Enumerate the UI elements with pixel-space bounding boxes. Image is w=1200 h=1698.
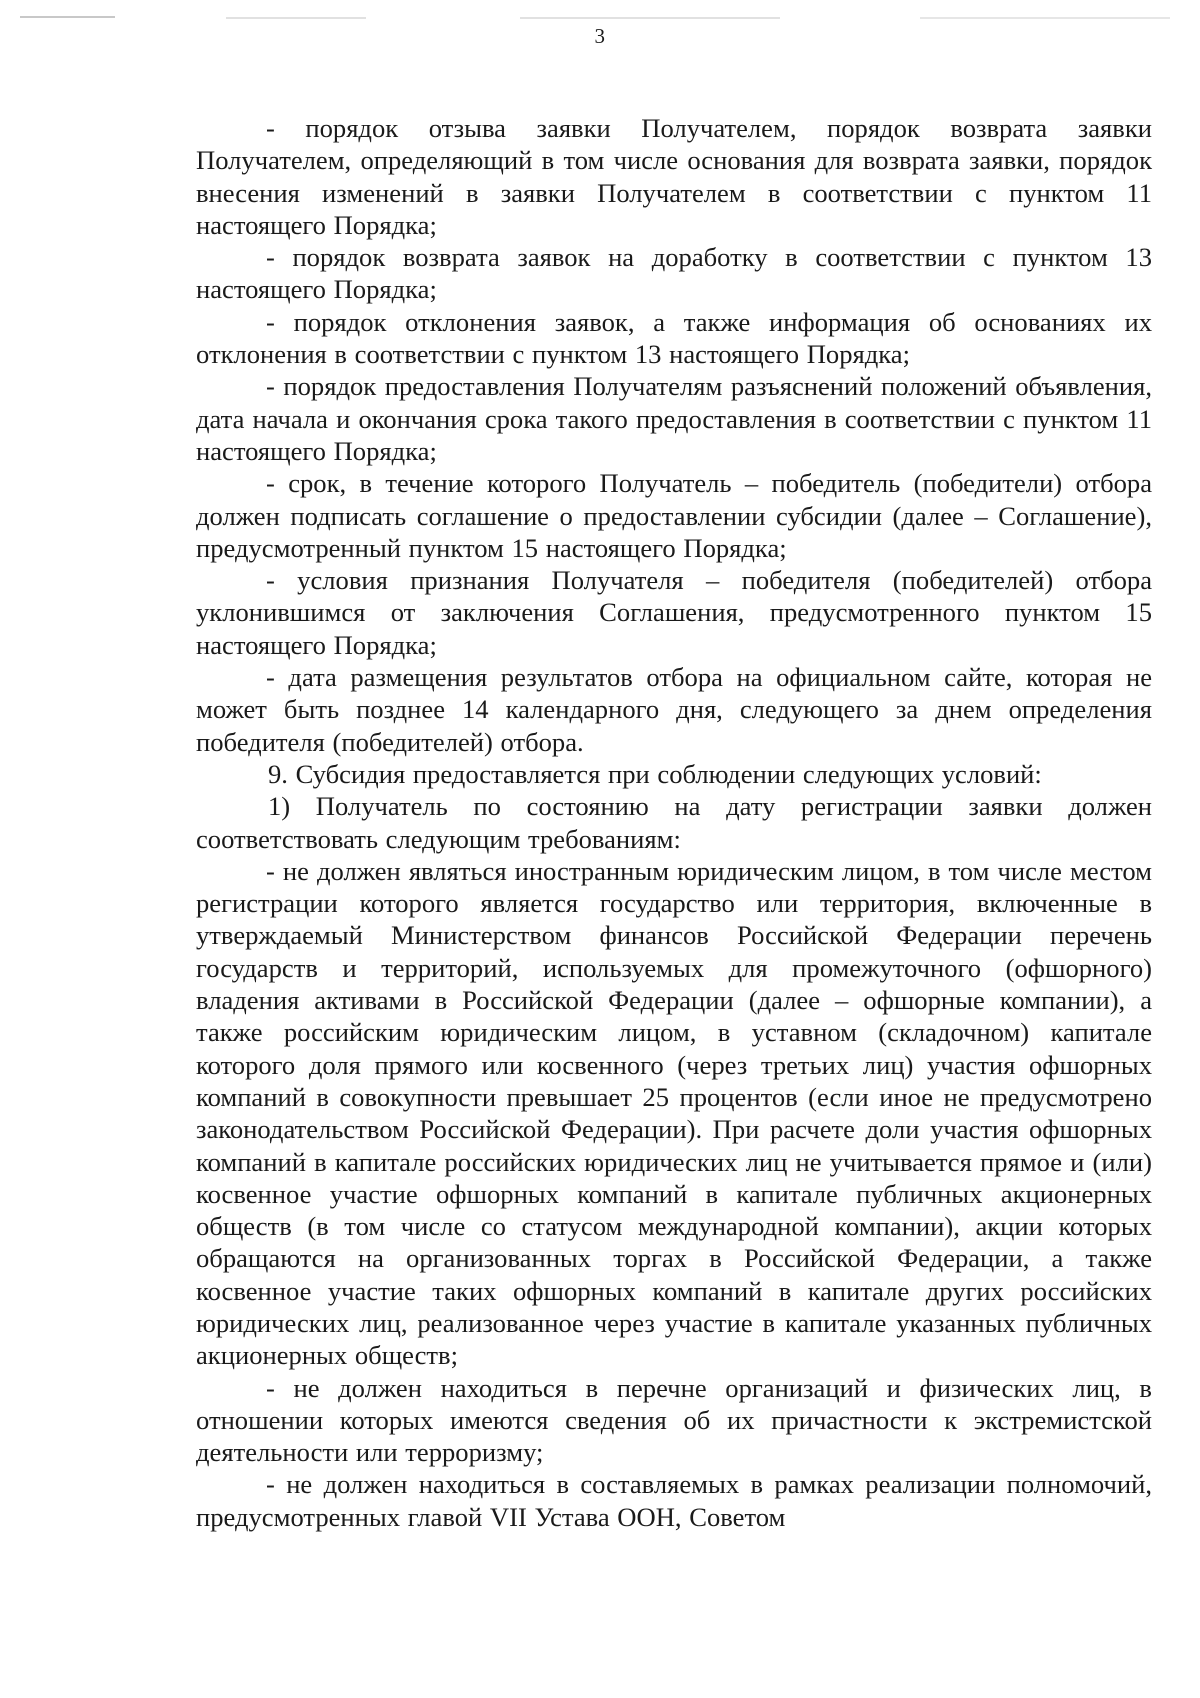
- scan-artifact: [20, 16, 115, 18]
- scan-artifact: [920, 17, 1170, 19]
- document-body: [196, 112, 1152, 1533]
- paragraph: - порядок предоставления Получателям разъяснений положений объявления, дата начала и окончания срока такого предоставления в соответствии с пунктом 11 настоящего Порядка;: [196, 371, 1152, 466]
- paragraph: - не должен находиться в перечне организаций и физических лиц, в отношении которых имеются сведения об их причастности к экстремистской деятельности или терроризму;: [196, 1372, 1152, 1468]
- paragraph: - порядок возврата заявок на доработку в соответствии с пунктом 13 настоящего Порядка;: [196, 242, 1152, 305]
- paragraph: - срок, в течение которого Получатель – победитель (победители) отбора должен подписать соглашение о предоставлении субсидии (далее – Соглашение), предусмотренный пунктом 15 настоящего Порядка;: [196, 468, 1152, 563]
- page-number: 3: [594, 24, 606, 48]
- scan-artifact: [226, 17, 366, 19]
- section-heading-paragraph: 9. Субсидия предоставляется при соблюдении следующих условий:: [268, 758, 1042, 789]
- scan-artifact: [520, 17, 780, 19]
- paragraph: - не должен являться иностранным юридическим лицом, в том числе местом регистрации которого является государство или территория, включенные в утверждаемый Министерством финансов Российской Федерации перечень государств и территорий, используемых для промежуточного (офшорного) владения активами в Российской Федерации (далее – офшорные компании), а также российским юридическим лицом, в уставном (складочном) капитале которого доля прямого или косвенного (через третьих лиц) участия офшорных компаний в совокупности превышает 25 процентов (если иное не предусмотрено законодательством Российской Федерации). При расчете доли участия офшорных компаний в капитале российских юридических лиц не учитывается прямое и (или) косвенное участие офшорных компаний в капитале публичных акционерных обществ (в том числе со статусом международной компании), акции которых обращаются на организованных торгах в Российской Федерации, а также косвенное участие таких офшорных компаний в капитале других российских юридических лиц, реализованное через участие в капитале указанных публичных акционерных обществ;: [196, 855, 1152, 1371]
- paragraph: - условия признания Получателя – победителя (победителей) отбора уклонившимся от заключения Соглашения, предусмотренного пунктом 15 настоящего Порядка;: [196, 565, 1152, 660]
- paragraph: - порядок отклонения заявок, а также информация об основаниях их отклонения в соответствии с пунктом 13 настоящего Порядка;: [196, 306, 1152, 370]
- paragraph: - порядок отзыва заявки Получателем, порядок возврата заявки Получателем, определяющий в том числе основания для возврата заявки, порядок внесения изменений в заявки Получателем в соответствии с пунктом 11 настоящего Порядка;: [196, 113, 1152, 240]
- paragraph: 1) Получатель по состоянию на дату регистрации заявки должен соответствовать следующим требованиям:: [196, 791, 1152, 854]
- paragraph: - не должен находиться в составляемых в рамках реализации полномочий, предусмотренных главой VII Устава ООН, Советом: [196, 1469, 1152, 1532]
- paragraph: - дата размещения результатов отбора на официальном сайте, которая не может быть позднее 14 календарного дня, следующего за днем определения победителя (победителей) отбора.: [196, 662, 1152, 757]
